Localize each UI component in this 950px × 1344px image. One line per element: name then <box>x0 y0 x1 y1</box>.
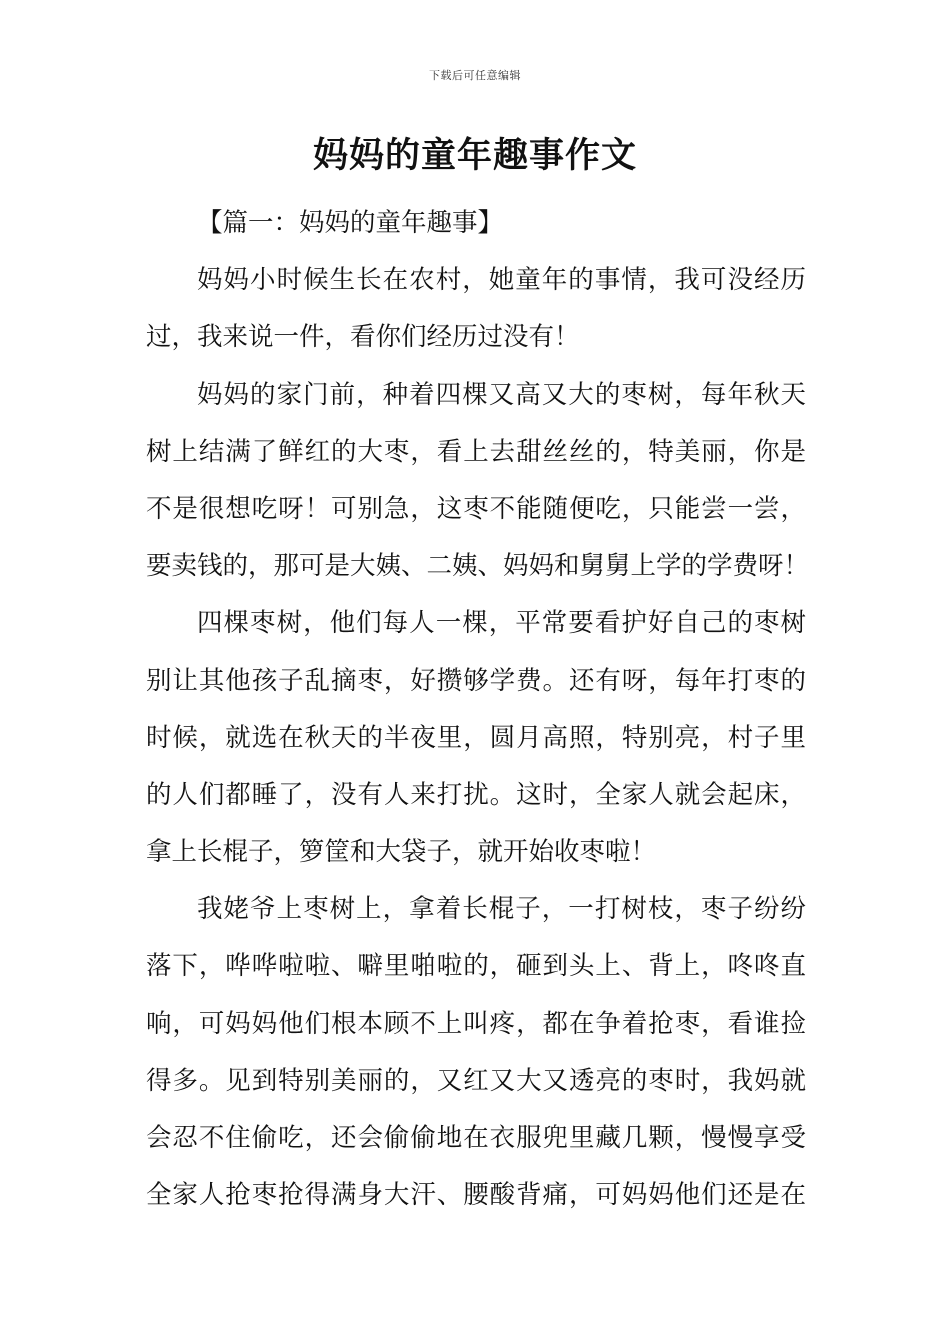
text-line: 全家人抢枣抢得满身大汗、腰酸背痛，可妈妈他们还是在 <box>146 1180 806 1211</box>
text-line: 拿上长棍子，箩筐和大袋子，就开始收枣啦！ <box>146 837 657 868</box>
text-line: 会忍不住偷吃，还会偷偷地在衣服兜里藏几颗，慢慢享受 <box>146 1123 806 1153</box>
text-line: 要卖钱的，那可是大姨、二姨、妈妈和舅舅上学的学费呀！ <box>146 551 810 582</box>
header-note: 下载后可任意编辑 <box>429 69 521 82</box>
text-line: 得多。见到特别美丽的，又红又大又透亮的枣时，我妈就 <box>146 1065 806 1096</box>
text-line: 的人们都睡了，没有人来打扰。这时，全家人就会起床， <box>146 779 806 810</box>
text-line: 妈妈小时候生长在农村，她童年的事情，我可没经历 <box>197 265 806 296</box>
text-line: 响，可妈妈他们根本顾不上叫疼，都在争着抢枣，看谁捡 <box>146 1008 806 1039</box>
text-line: 别让其他孩子乱摘枣，好攒够学费。还有呀，每年打枣的 <box>146 665 806 696</box>
document-body <box>146 195 810 1224</box>
text-line: 不是很想吃呀！可别急，这枣不能随便吃，只能尝一尝， <box>146 493 806 524</box>
text-line: 树上结满了鲜红的大枣，看上去甜丝丝的，特美丽，你是 <box>146 436 806 467</box>
text-line: 妈妈的家门前，种着四棵又高又大的枣树，每年秋天 <box>197 379 806 410</box>
document-title: 妈妈的童年趣事作文 <box>312 136 637 176</box>
text-line: 【篇一：妈妈的童年趣事】 <box>197 208 504 238</box>
text-line: 时候，就选在秋天的半夜里，圆月高照，特别亮，村子里 <box>146 722 806 753</box>
text-line: 落下，哗哗啦啦、噼里啪啦的，砸到头上、背上，咚咚直 <box>146 951 806 982</box>
text-line: 过，我来说一件，看你们经历过没有！ <box>146 322 580 353</box>
text-line: 我姥爷上枣树上，拿着长棍子，一打树枝，枣子纷纷 <box>197 894 806 925</box>
text-line: 四棵枣树，他们每人一棵，平常要看护好自己的枣树 <box>197 608 806 639</box>
